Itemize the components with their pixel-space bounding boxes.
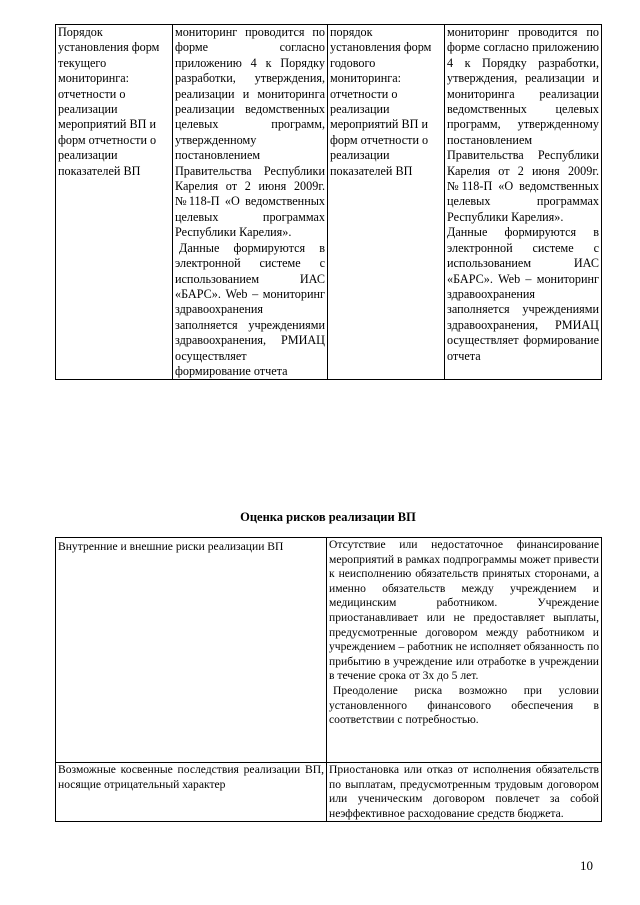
risk-mitigation: Преодоление риска возможно при условии установленного финансового обеспечения в соответствии с потребностью. [329,683,599,727]
table-row [56,538,602,763]
monitoring-table [55,24,602,380]
risk-label: Внутренние и внешние риски реализации ВП [58,540,284,553]
table-cell [56,25,173,380]
table-cell [327,538,602,763]
table-cell [56,763,327,822]
table-cell [445,25,602,380]
table-cell [173,25,328,380]
consequences-label: Возможные косвенные последствия реализации ВП, носящие отрицательный характер [58,763,324,791]
risk-table [55,537,602,822]
current-monitoring-procedure-text: Порядок установления форм текущего мониторинга: отчетности о реализации мероприятий ВП и форм отчетности о реализации показателей ВП [58,25,160,178]
annual-monitoring-description: мониторинг проводится по форме согласно приложению 4 к Порядку разработки, утверждения, реализации и мониторинга реализации ведомственных целевых программ, утвержденному постановлением Правительства Республики Карелия от 2 июня 2009г. №118-П «О ведомственных целевых программах Республики Карелия». [447,25,599,224]
table-row [56,763,602,822]
table-cell [56,538,327,763]
page-number: 10 [580,858,593,873]
annual-monitoring-data-note: Данные формируются в электронной системе с использованием ИАС «БАРС». Web – мониторинг здравоохранения заполняется учреждениями здравоохранения, РМИАЦ осуществляет формирование отчета [447,225,599,363]
table-cell [328,25,445,380]
risk-description: Отсутствие или недостаточное финансирование мероприятий в рамках подпрограммы может привести к неисполнению обязательств принятых сторонами, а именно обязательств между учреждением и медицинским работником. Учреждение приостанавливает или не предоставляет выплаты, предусмотренные договором между работником и учреждением – работник не исполняет обязанность по прибытию в учреждение или отработке в учреждении в течение срока от 3х до 5 лет. [329,538,599,683]
section-title: Оценка рисков реализации ВП [240,510,416,524]
table-cell [327,763,602,822]
current-monitoring-data-note: Данные формируются в электронной системе с использованием ИАС «БАРС». Web – мониторинг здравоохранения заполняется учреждениями здравоохранения, РМИАЦ осуществляет формирование отчета [175,240,325,378]
consequences-description: Приостановка или отказ от исполнения обязательств по выплатам, предусмотренным трудовым договором или ученическим договором повлечет за собой неэффективное расходование средств бюджета. [329,763,599,820]
current-monitoring-description: мониторинг проводится по форме согласно приложению 4 к Порядку разработки, утверждения, реализации и мониторинга реализации ведомственных целевых программ, утвержденному постановлением Правительства Республики Карелия от 2 июня 2009г. №118-П «О ведомственных целевых программах Республики Карелия». [175,25,325,240]
table-row [56,25,602,380]
annual-monitoring-procedure-text: порядок установления форм годового мониторинга: отчетности о реализации мероприятий ВП и форм отчетности о реализации показателей ВП [330,25,432,178]
